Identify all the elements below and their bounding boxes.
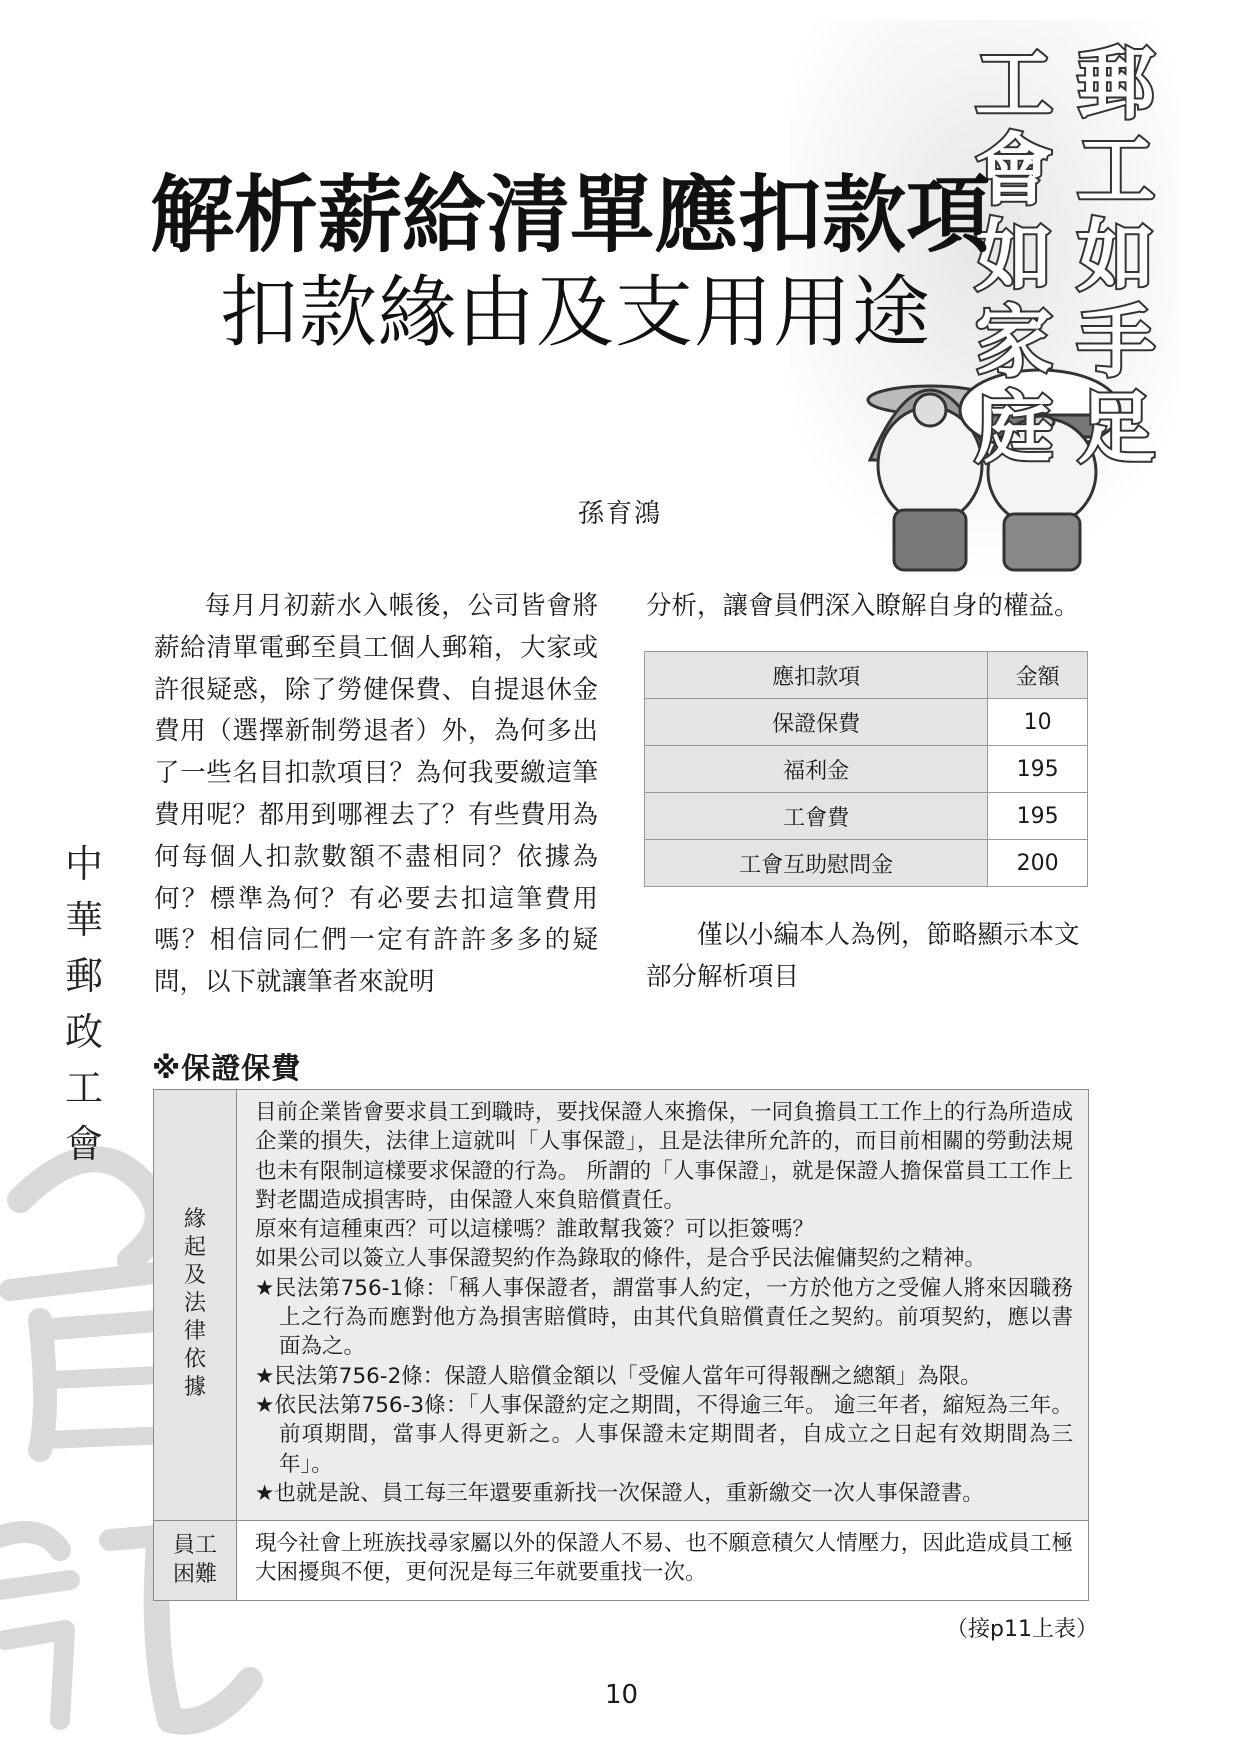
table-header: 應扣款項 (645, 652, 988, 699)
table-row (645, 746, 1088, 793)
legal-article: ★依民法第756-3條：「人事保證約定之期間，不得逾三年。 逾三年者，縮短為三年。前項期間，當事人得更新之。人事保證未定期間者，自成立之日起有效期間為三年」。 (255, 1392, 1073, 1477)
union-name-vertical: 中 華 郵 政 工 會 (64, 842, 103, 1166)
difficulty-text: 現今社會上班族找尋家屬以外的保證人不易、也不願意積欠人情壓力，因此造成員工極大困擾與不便，更何況是每三年就要重找一次。 (255, 1531, 1073, 1586)
intro-continuation: 分析，讓會員們深入瞭解自身的權益。 (646, 591, 1080, 621)
legal-text: 目前企業皆會要求員工到職時，要找保證人來擔保，一同負擔員工工作上的行為所造成企業的損失，法律上這就叫「人事保證」，且是法律所允許的，而目前相關的勞動法規也未有限制這樣要求保證的行為。 所謂的「人事保證」，就是保證人擔保當員工工作上對老闆造成損害時，由保證人來負賠償責任。 (255, 1100, 1073, 1213)
deduction-item: 工會費 (645, 793, 988, 840)
deductions-table (644, 651, 1088, 887)
legal-text: 如果公司以簽立人事保證契約作為錄取的條件，是合乎民法僱傭契約之精神。 (255, 1246, 987, 1272)
deduction-amount: 195 (988, 793, 1088, 840)
intro-paragraph: 每月月初薪水入帳後，公司皆會將薪給清單電郵至員工個人郵箱，大家或許很疑惑，除了勞健保費、自提退休金費用（選擇新制勞退者）外，為何多出了一些名目扣款項目？為何我要繳這筆費用呢？都用到哪裡去了？有些費用為何每個人扣款數額不盡相同？依據為何？標準為何？有必要去扣這筆費用嗎？相信同仁們一定有許許多多的疑問，以下就讓筆者來說明 (154, 591, 598, 998)
explanation-row-legal-basis (154, 1090, 1088, 1521)
table-row (645, 793, 1088, 840)
legal-text: 原來有這種東西？可以這樣嗎？誰敢幫我簽？可以拒簽嗎？ (255, 1217, 815, 1243)
deduction-item: 保證保費 (645, 699, 988, 746)
deduction-item: 工會互助慰問金 (645, 840, 988, 887)
explanation-row-employee-difficulty (154, 1521, 1088, 1600)
banner-column-1: 工 會 如 家 庭 (974, 39, 1053, 474)
deduction-item: 福利金 (645, 746, 988, 793)
legal-article: ★也就是說、員工每三年還要重新找一次保證人，重新繳交一次人事保證書。 (255, 1480, 984, 1506)
explanation-table (153, 1089, 1089, 1601)
deduction-amount: 195 (988, 746, 1088, 793)
legal-article: ★民法第756-2條：保證人賠償金額以「受僱人當年可得報酬之總額」為限。 (255, 1363, 982, 1389)
deduction-amount: 200 (988, 840, 1088, 887)
continued-note: （接p11上表） (946, 1617, 1098, 1642)
table-header-row (645, 652, 1088, 699)
row-content-legal-basis (237, 1090, 1088, 1520)
row-label-legal-basis: 緣 起 及 法 律 依 據 (154, 1090, 237, 1520)
page-number: 10 (605, 1680, 639, 1710)
page-title: 解析薪給清單應扣款項 (150, 165, 991, 264)
legal-article: ★民法第756-1條：「稱人事保證者，謂當事人約定，一方於他方之受僱人將來因職務上之行為而應對他方為損害賠償時，由其代負賠償責任之契約。前項契約，應以書面為之。 (255, 1275, 1073, 1360)
section-heading: ※保證保費 (152, 1051, 302, 1085)
author-name: 孫育鴻 (578, 499, 663, 529)
table-row (645, 840, 1088, 887)
deduction-amount: 10 (988, 699, 1088, 746)
row-label-employee-difficulty: 員工 困難 (154, 1521, 237, 1600)
page-subtitle: 扣款緣由及支用用途 (220, 268, 932, 358)
table-header: 金額 (988, 652, 1088, 699)
row-content-employee-difficulty (237, 1521, 1088, 1600)
banner-column-2: 郵 工 如 手 足 (1076, 39, 1155, 474)
table-row (645, 699, 1088, 746)
after-table-paragraph: 僅以小編本人為例，節略顯示本文部分解析項目 (646, 920, 1080, 992)
